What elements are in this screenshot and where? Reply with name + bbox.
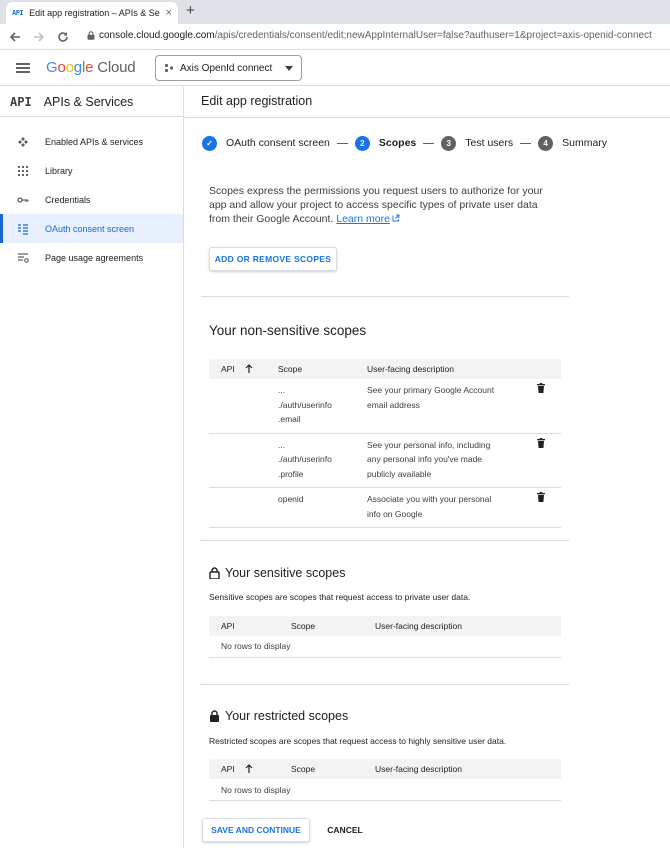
divider [201,684,569,685]
step-summary[interactable] [538,136,607,151]
trash-icon[interactable] [537,438,545,448]
table-bottom-line [209,800,561,801]
divider [201,540,569,541]
nonsensitive-scopes-table [209,359,561,528]
url-host: console.cloud.google.com [99,30,215,41]
scopes-intro [209,184,559,226]
step-number: 4 [538,136,553,151]
column-header-api[interactable]: API [209,759,291,779]
intro-text: Scopes express the permissions you request users to authorize for your app and allow your project to access specific types of private user data from their Google Account. [209,185,543,225]
key-icon [16,194,30,206]
sidebar-header [0,87,183,117]
column-header-description: User-facing description [367,364,454,374]
consent-icon [16,223,30,235]
sidebar-item-oauth-consent[interactable] [0,214,183,243]
step-label: Test users [465,137,514,149]
console-header [0,50,670,86]
hamburger-menu-icon[interactable] [16,63,30,73]
project-name: Axis OpenId connect [180,62,273,74]
step-connector [423,143,434,144]
step-number: 2 [355,136,370,151]
step-scopes[interactable] [355,136,416,151]
main-content [185,87,670,848]
table-row [209,379,561,433]
cancel-button[interactable]: CANCEL [327,825,363,835]
logo-cloud-text: Cloud [97,59,136,76]
trash-icon[interactable] [537,383,545,393]
description-cell: See your primary Google Account email address [367,379,537,433]
sensitive-scopes-note: Sensitive scopes are scopes that request access to private user data. [209,592,471,602]
lock-icon[interactable] [87,31,95,40]
lock-icon [209,710,220,722]
page-title: Edit app registration [201,94,313,108]
google-cloud-logo[interactable]: Google Cloud [46,59,136,76]
step-oauth-consent[interactable] [202,136,330,151]
step-test-users[interactable] [441,136,513,151]
column-header-api[interactable]: API [209,359,278,379]
address-bar [0,24,670,50]
learn-more-link[interactable]: Learn more [336,213,390,225]
divider [201,296,569,297]
api-icon: API [10,94,32,109]
empty-table-message: No rows to display [221,641,291,651]
column-header-api: API [221,621,235,631]
scope-cell: openid [278,488,367,528]
api-favicon-icon: API [12,9,24,17]
sidebar-item-label: Enabled APIs & services [45,136,144,147]
project-hierarchy-icon [164,63,174,73]
check-icon: ✓ [202,136,217,151]
sort-arrow-up-icon[interactable] [245,764,253,773]
step-number: 3 [441,136,456,151]
library-icon [16,165,30,177]
restricted-scopes-heading: Your restricted scopes [209,709,348,723]
new-tab-button[interactable]: + [186,2,195,19]
sidebar-item-label: OAuth consent screen [45,223,135,234]
reload-icon[interactable] [57,31,69,43]
sidebar-item-credentials[interactable] [0,185,183,214]
sensitive-scopes-heading: Your sensitive scopes [209,566,345,580]
close-tab-icon[interactable]: × [165,7,172,19]
description-cell: See your personal info, including any personal info you've made publicly available [367,433,537,488]
column-header-scope: Scope [278,364,303,374]
project-selector[interactable] [155,55,302,81]
column-header-description: User-facing description [375,764,462,774]
column-header-scope: Scope [291,764,316,774]
back-arrow-icon[interactable] [9,31,21,43]
browser-tab[interactable] [6,2,178,24]
sidebar [0,87,184,848]
column-header-description: User-facing description [375,621,462,631]
add-remove-scopes-button[interactable]: ADD OR REMOVE SCOPES [209,247,337,271]
description-cell: Associate you with your personal info on Google [367,488,537,528]
step-label: Summary [562,137,608,149]
lock-icon [209,567,220,579]
scope-cell: ... ./auth/userinfo .profile [278,433,367,488]
trash-icon[interactable] [537,492,545,502]
sidebar-item-library[interactable] [0,156,183,185]
sidebar-item-label: Page usage agreements [45,252,144,263]
url-path: /apis/credentials/consent/edit;newAppInternalUser=false?authuser=1&project=axis-openid-connect [214,30,652,41]
sidebar-item-enabled-apis[interactable] [0,127,183,156]
url-field[interactable] [99,30,667,41]
tab-title: Edit app registration – APIs & Se [29,8,160,18]
sidebar-item-label: Library [45,165,73,176]
save-and-continue-button[interactable]: SAVE AND CONTINUE [202,818,310,842]
scope-cell: ... ./auth/userinfo .email [278,379,367,433]
external-link-icon [392,214,400,222]
step-label: OAuth consent screen [226,137,330,149]
sidebar-title: APIs & Services [43,94,134,109]
restricted-scopes-note: Restricted scopes are scopes that request access to highly sensitive user data. [209,736,507,746]
step-connector [520,143,531,144]
stepper [202,135,607,151]
column-header-scope: Scope [291,621,316,631]
sort-arrow-up-icon[interactable] [245,364,253,373]
nonsensitive-scopes-heading: Your non-sensitive scopes [209,323,367,338]
browser-tab-strip [0,0,670,24]
divider [185,117,670,118]
step-label: Scopes [378,137,417,149]
apis-icon [16,136,30,148]
sensitive-scopes-table [209,616,561,636]
empty-table-message: No rows to display [221,785,291,795]
table-bottom-line [209,657,561,658]
table-row [209,488,561,528]
dropdown-caret-icon [285,66,293,71]
table-row [209,433,561,488]
restricted-scopes-table [209,759,561,779]
sidebar-item-label: Credentials [45,194,91,205]
settings-list-icon [16,252,30,264]
forward-arrow-icon[interactable] [33,31,45,43]
step-connector [337,143,348,144]
sidebar-item-page-usage[interactable] [0,243,183,272]
